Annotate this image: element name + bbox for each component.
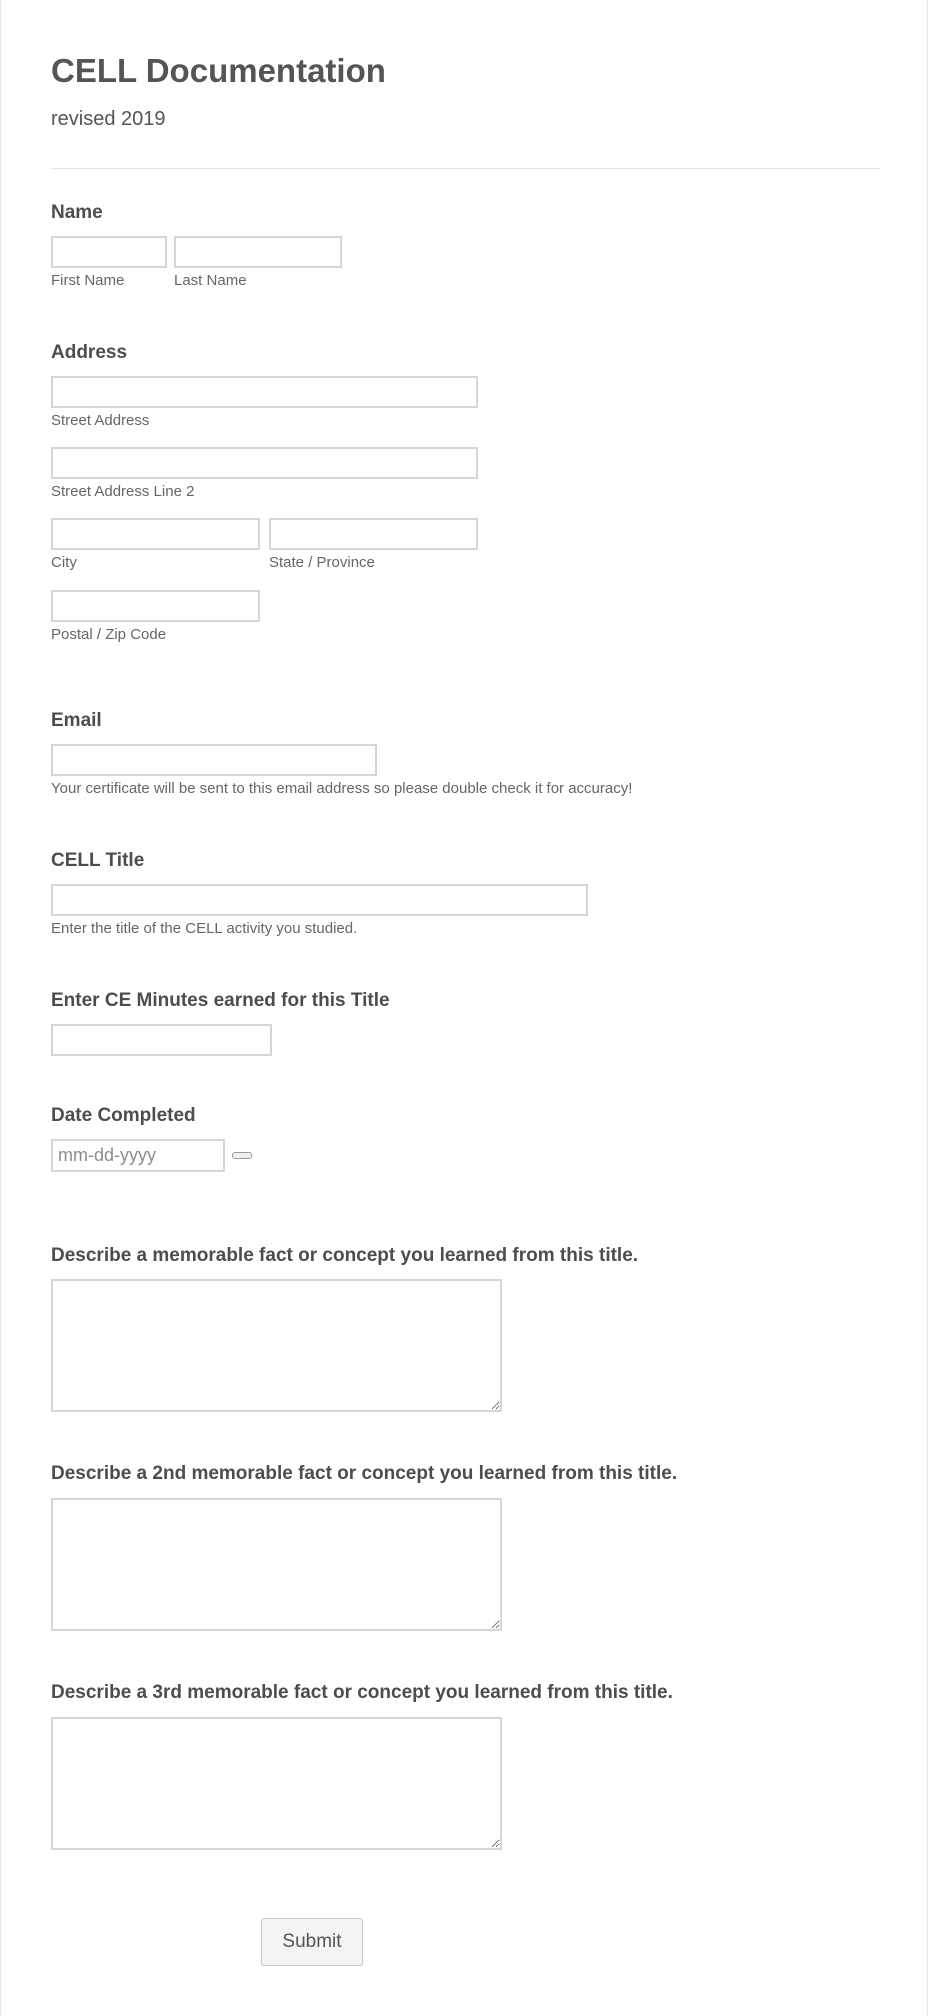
street-address-input[interactable]	[51, 376, 478, 408]
email-input[interactable]	[51, 744, 377, 776]
name-label: Name	[51, 202, 103, 223]
last-name-input[interactable]	[174, 236, 342, 268]
email-hint: Your certificate will be sent to this email address so please double check it for accuracy!	[51, 780, 633, 797]
fact1-label: Describe a memorable fact or concept you learned from this title.	[51, 1245, 639, 1266]
postal-code-input[interactable]	[51, 590, 260, 622]
state-province-input[interactable]	[269, 518, 478, 550]
email-label: Email	[51, 710, 102, 731]
ce-minutes-input[interactable]	[51, 1024, 272, 1056]
address-label: Address	[51, 342, 128, 363]
fact3-textarea[interactable]	[51, 1717, 502, 1850]
street-address-sublabel: Street Address	[51, 412, 150, 429]
fact2-label: Describe a 2nd memorable fact or concept you learned from this title.	[51, 1463, 678, 1484]
first-name-input[interactable]	[51, 236, 167, 268]
date-picker-button[interactable]	[232, 1152, 252, 1159]
header-divider	[51, 168, 881, 169]
ce-minutes-label: Enter CE Minutes earned for this Title	[51, 990, 390, 1011]
form-subtitle: revised 2019	[51, 108, 166, 130]
cell-title-label: CELL Title	[51, 850, 145, 871]
city-input[interactable]	[51, 518, 260, 550]
cell-title-input[interactable]	[51, 884, 588, 916]
last-name-sublabel: Last Name	[174, 272, 247, 289]
postal-code-sublabel: Postal / Zip Code	[51, 626, 167, 643]
street-address-line2-input[interactable]	[51, 447, 478, 479]
fact1-textarea[interactable]	[51, 1279, 502, 1412]
fact3-label: Describe a 3rd memorable fact or concept you learned from this title.	[51, 1682, 673, 1703]
state-province-sublabel: State / Province	[269, 554, 375, 571]
city-sublabel: City	[51, 554, 77, 571]
submit-button[interactable]: Submit	[261, 1918, 363, 1966]
date-completed-input[interactable]	[51, 1139, 225, 1172]
date-completed-label: Date Completed	[51, 1105, 196, 1126]
form-title: CELL Documentation	[51, 52, 386, 89]
street-address-line2-sublabel: Street Address Line 2	[51, 483, 195, 500]
fact2-textarea[interactable]	[51, 1498, 502, 1631]
first-name-sublabel: First Name	[51, 272, 125, 289]
cell-title-hint: Enter the title of the CELL activity you studied.	[51, 920, 358, 937]
